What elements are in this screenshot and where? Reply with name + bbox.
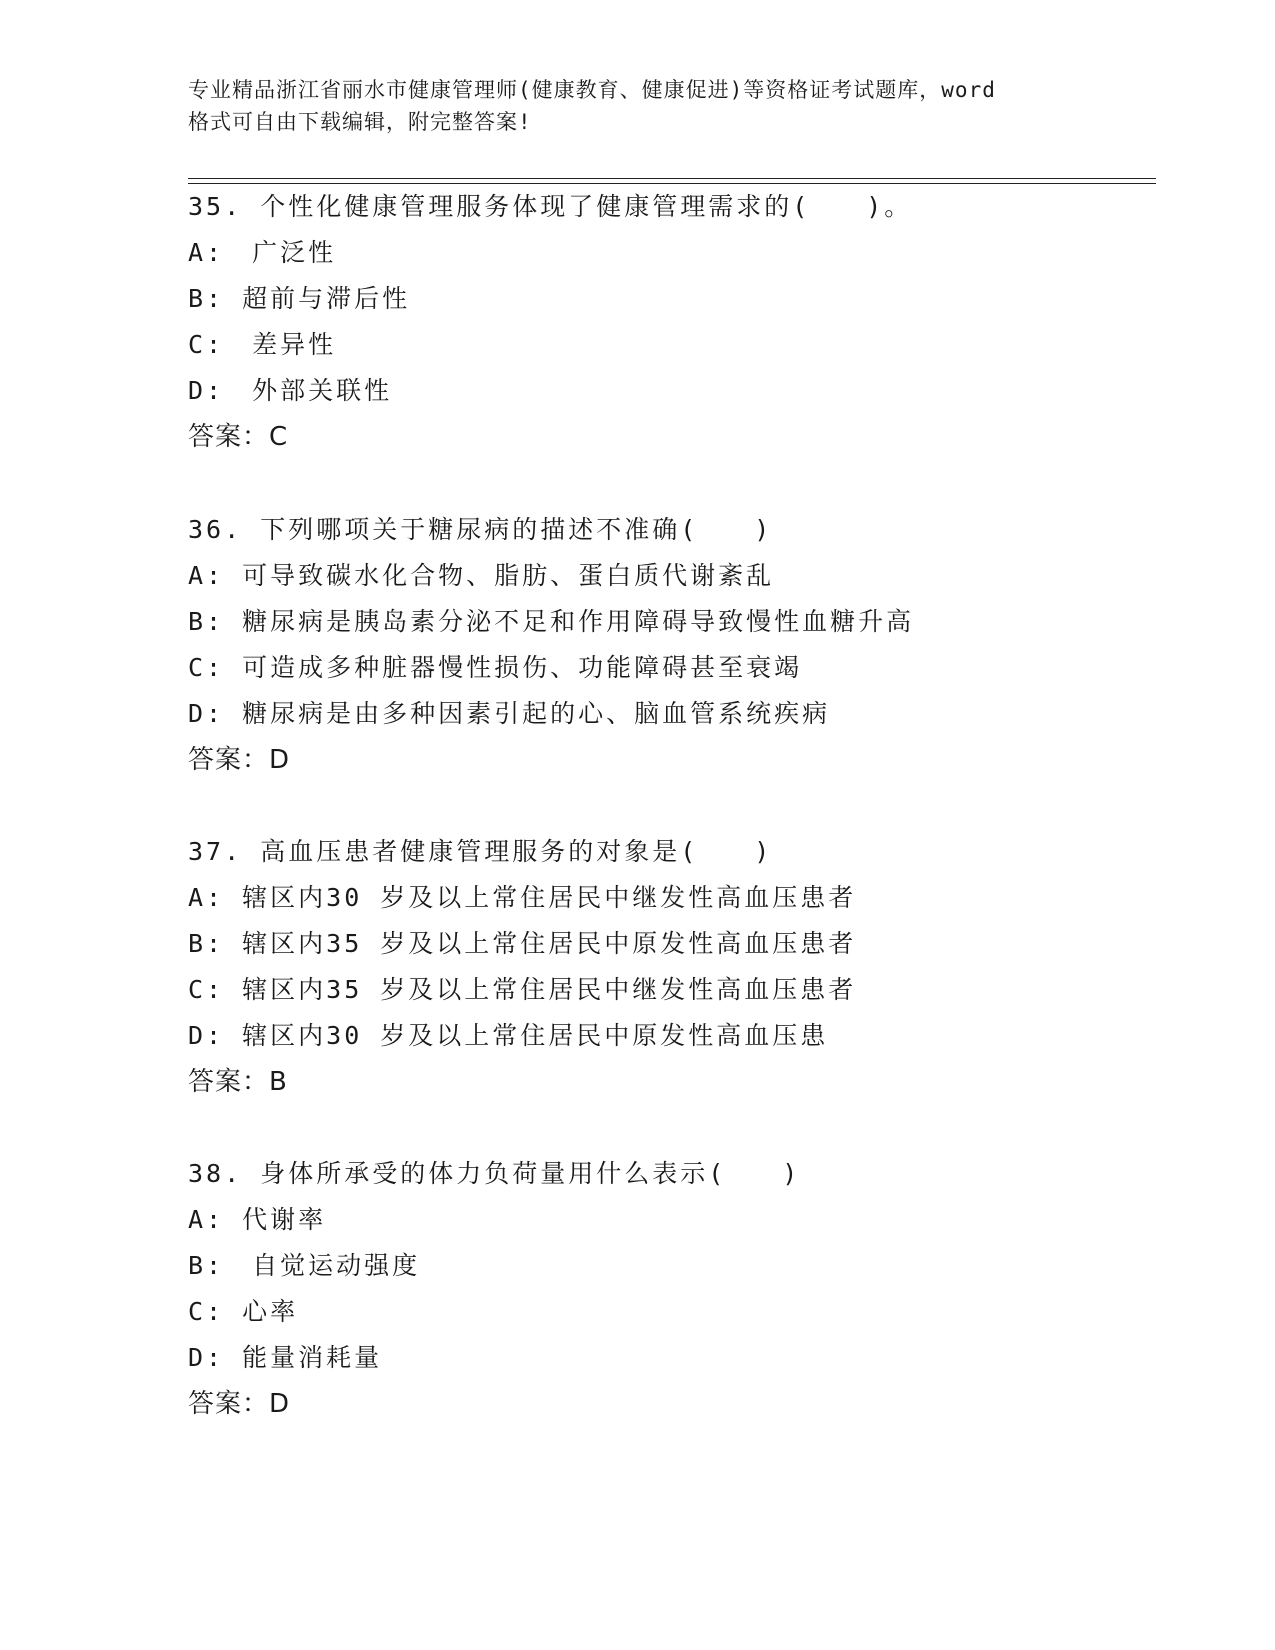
- answer-line: 答案：D: [188, 745, 291, 775]
- option-b: B: 糖尿病是胰岛素分泌不足和作用障碍导致慢性血糖升高: [188, 607, 915, 636]
- option-a: A: 辖区内30 岁及以上常住居民中继发性高血压患者: [188, 883, 857, 912]
- question-38: [188, 1151, 1148, 1427]
- question-stem: 35. 个性化健康管理服务体现了健康管理需求的( )。: [188, 192, 913, 221]
- question-stem: 37. 高血压患者健康管理服务的对象是( ): [188, 837, 773, 866]
- answer-line: 答案：D: [188, 1389, 291, 1419]
- option-d: D: 外部关联性: [188, 376, 393, 405]
- header-divider-top: [188, 178, 1156, 179]
- option-d: D: 能量消耗量: [188, 1343, 383, 1372]
- option-d: D: 糖尿病是由多种因素引起的心、脑血管系统疾病: [188, 699, 831, 728]
- question-36: [188, 507, 1148, 783]
- option-a: A: 代谢率: [188, 1205, 327, 1234]
- question-stem: 36. 下列哪项关于糖尿病的描述不准确( ): [188, 515, 773, 544]
- option-c: C: 辖区内35 岁及以上常住居民中继发性高血压患者: [188, 975, 857, 1004]
- question-35: [188, 184, 1148, 460]
- option-b: B: 超前与滞后性: [188, 284, 411, 313]
- option-a: A: 可导致碳水化合物、脂肪、蛋白质代谢紊乱: [188, 561, 775, 590]
- option-b: B: 辖区内35 岁及以上常住居民中原发性高血压患者: [188, 929, 857, 958]
- option-a: A: 广泛性: [188, 238, 337, 267]
- answer-line: 答案：C: [188, 422, 289, 452]
- document-header: [188, 74, 1088, 138]
- answer-line: 答案：B: [188, 1067, 288, 1097]
- option-c: C: 心率: [188, 1297, 299, 1326]
- option-c: C: 可造成多种脏器慢性损伤、功能障碍甚至衰竭: [188, 653, 803, 682]
- question-stem: 38. 身体所承受的体力负荷量用什么表示( ): [188, 1159, 801, 1188]
- option-c: C: 差异性: [188, 330, 337, 359]
- question-37: [188, 829, 1148, 1105]
- header-line-1: 专业精品浙江省丽水市健康管理师(健康教育、健康促进)等资格证考试题库，word: [188, 78, 996, 102]
- option-d: D: 辖区内30 岁及以上常住居民中原发性高血压患: [188, 1021, 829, 1050]
- option-b: B: 自觉运动强度: [188, 1251, 421, 1280]
- header-line-2: 格式可自由下载编辑，附完整答案!: [188, 110, 532, 134]
